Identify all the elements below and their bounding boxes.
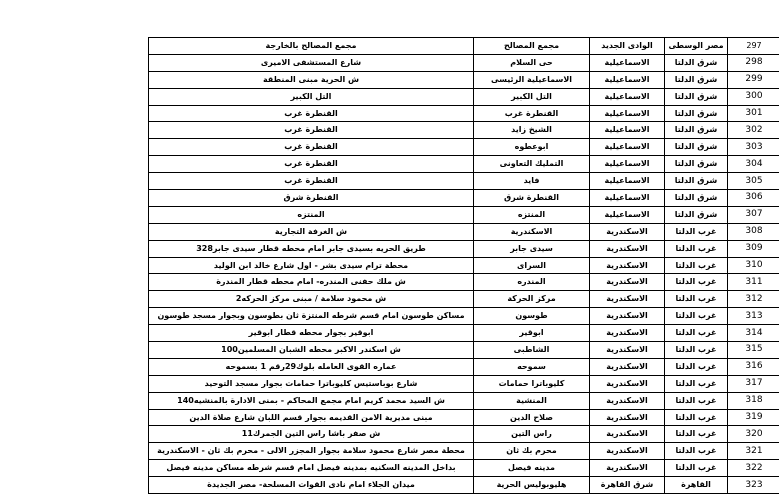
- cell-branch-address: القنطرة غرب: [149, 173, 474, 190]
- cell-branch-address: 140ش السيد محمد كريم امام مجمع المحاكم - بمنى الادارة بالمنشيه: [149, 392, 474, 409]
- cell-sector: غرب الدلتا: [665, 409, 728, 426]
- cell-sector: شرق الدلتا: [665, 156, 728, 173]
- cell-region: الاسكندرية: [590, 274, 665, 291]
- cell-number: 298: [728, 54, 779, 71]
- cell-branch-address: التل الكبير: [149, 88, 474, 105]
- cell-complex: مركز الحركة: [474, 291, 590, 308]
- cell-region: الاسماعيلية: [590, 190, 665, 207]
- cell-sector: غرب الدلتا: [665, 375, 728, 392]
- cell-number: 300: [728, 88, 779, 105]
- cell-region: الاسماعيلية: [590, 88, 665, 105]
- table-row: [149, 375, 779, 392]
- cell-region: الاسكندرية: [590, 308, 665, 325]
- cell-sector: غرب الدلتا: [665, 443, 728, 460]
- cell-number: 321: [728, 443, 779, 460]
- cell-sector: غرب الدلتا: [665, 426, 728, 443]
- cell-complex: القنطرة شرق: [474, 190, 590, 207]
- cell-sector: القاهرة: [665, 477, 728, 494]
- cell-sector: غرب الدلتا: [665, 240, 728, 257]
- cell-region: الاسكندرية: [590, 460, 665, 477]
- cell-branch-address: ش الحرية مبنى المنطقة: [149, 71, 474, 88]
- cell-branch-address: 100ش اسكندر الاكبر محطه الشبان المسلمين: [149, 342, 474, 359]
- cell-number: 309: [728, 240, 779, 257]
- header-branch-complex: مجمع المصالح بالخارجة: [149, 38, 474, 55]
- table-row: [149, 392, 779, 409]
- cell-complex: مدينه فيصل: [474, 460, 590, 477]
- cell-region: الاسكندرية: [590, 240, 665, 257]
- cell-region: الاسكندرية: [590, 223, 665, 240]
- table-row: [149, 460, 779, 477]
- table-row: [149, 223, 779, 240]
- cell-number: 318: [728, 392, 779, 409]
- cell-number: 311: [728, 274, 779, 291]
- cell-sector: غرب الدلتا: [665, 392, 728, 409]
- cell-number: 305: [728, 173, 779, 190]
- table-row: [149, 342, 779, 359]
- cell-sector: شرق الدلتا: [665, 173, 728, 190]
- cell-complex: التمليك التعاونى: [474, 156, 590, 173]
- cell-region: الاسماعيلية: [590, 71, 665, 88]
- cell-sector: غرب الدلتا: [665, 308, 728, 325]
- cell-number: 302: [728, 122, 779, 139]
- cell-complex: كليوباترا حمامات: [474, 375, 590, 392]
- table-header-row: [149, 38, 779, 55]
- cell-region: الاسماعيلية: [590, 173, 665, 190]
- cell-branch-address: عماره القوى العامله بلوك29رقم 1 بسموحه: [149, 358, 474, 375]
- cell-complex: الاسماعيلية الرئيسى: [474, 71, 590, 88]
- cell-sector: غرب الدلتا: [665, 342, 728, 359]
- cell-number: 299: [728, 71, 779, 88]
- table-row: [149, 206, 779, 223]
- cell-number: 312: [728, 291, 779, 308]
- table-row: [149, 105, 779, 122]
- cell-branch-address: شارع المستشفى الاميرى: [149, 54, 474, 71]
- cell-complex: حى السلام: [474, 54, 590, 71]
- cell-number: 314: [728, 325, 779, 342]
- cell-sector: غرب الدلتا: [665, 223, 728, 240]
- cell-branch-address: القنطرة شرق: [149, 190, 474, 207]
- cell-region: الاسماعيلية: [590, 156, 665, 173]
- header-sector: مصر الوسطى: [665, 38, 728, 55]
- table-row: [149, 257, 779, 274]
- cell-branch-address: 2ش محمود سلامة / مبنى مركز الحركه: [149, 291, 474, 308]
- cell-branch-address: ابوقير بجوار محطه قطار ابوقير: [149, 325, 474, 342]
- cell-complex: المندره: [474, 274, 590, 291]
- cell-complex: ابوقير: [474, 325, 590, 342]
- cell-number: 320: [728, 426, 779, 443]
- cell-branch-address: مبنى مديرية الامن القديمه بجوار قسم اللبان شارع صلاة الدين: [149, 409, 474, 426]
- cell-number: 316: [728, 358, 779, 375]
- cell-region: الاسكندرية: [590, 426, 665, 443]
- cell-region: الاسكندرية: [590, 409, 665, 426]
- table-row: [149, 325, 779, 342]
- cell-region: الاسكندرية: [590, 342, 665, 359]
- cell-complex: ابوعطوه: [474, 139, 590, 156]
- cell-region: الاسكندرية: [590, 358, 665, 375]
- cell-branch-address: محطة ترام سيدى بشر - اول شارع خالد ابن الوليد: [149, 257, 474, 274]
- cell-number: 322: [728, 460, 779, 477]
- cell-number: 319: [728, 409, 779, 426]
- cell-region: الاسماعيلية: [590, 206, 665, 223]
- cell-region: الاسماعيلية: [590, 122, 665, 139]
- cell-branch-address: ميدان الجلاء امام نادى القوات المسلحة- مصر الجديدة: [149, 477, 474, 494]
- cell-complex: الاسكندرية: [474, 223, 590, 240]
- cell-sector: شرق الدلتا: [665, 122, 728, 139]
- cell-region: الاسكندرية: [590, 375, 665, 392]
- cell-branch-address: بداخل المدينه السكنيه بمدينه فيصل امام قسم شرطه مساكن مدينه فيصل: [149, 460, 474, 477]
- cell-complex: سيدى جابر: [474, 240, 590, 257]
- cell-complex: راس التين: [474, 426, 590, 443]
- cell-branch-address: المنتزه: [149, 206, 474, 223]
- table-row: [149, 409, 779, 426]
- cell-sector: شرق الدلتا: [665, 71, 728, 88]
- cell-number: 315: [728, 342, 779, 359]
- cell-sector: شرق الدلتا: [665, 88, 728, 105]
- cell-sector: شرق الدلتا: [665, 105, 728, 122]
- cell-sector: شرق الدلتا: [665, 139, 728, 156]
- header-complex: مجمع المصالح: [474, 38, 590, 55]
- table-row: [149, 173, 779, 190]
- cell-sector: غرب الدلتا: [665, 325, 728, 342]
- cell-branch-address: محطة مصر شارع محمود سلامة بجوار المجزر الالى - محرم بك ثان - الاسكندرية: [149, 443, 474, 460]
- cell-region: الاسماعيلية: [590, 139, 665, 156]
- table-row: [149, 139, 779, 156]
- cell-region: الاسكندرية: [590, 443, 665, 460]
- cell-sector: غرب الدلتا: [665, 291, 728, 308]
- cell-region: شرق القاهرة: [590, 477, 665, 494]
- table-row: [149, 291, 779, 308]
- header-region: الوادى الجديد: [590, 38, 665, 55]
- table-row: [149, 71, 779, 88]
- cell-sector: غرب الدلتا: [665, 460, 728, 477]
- table-row: [149, 426, 779, 443]
- cell-number: 301: [728, 105, 779, 122]
- cell-number: 307: [728, 206, 779, 223]
- cell-number: 323: [728, 477, 779, 494]
- cell-sector: شرق الدلتا: [665, 54, 728, 71]
- cell-number: 310: [728, 257, 779, 274]
- table-row: [149, 88, 779, 105]
- table-row: [149, 54, 779, 71]
- cell-number: 313: [728, 308, 779, 325]
- cell-number: 304: [728, 156, 779, 173]
- cell-branch-address: شارع بوباستيس كليوباترا حمامات بجوار مسجد التوحيد: [149, 375, 474, 392]
- table-row: [149, 240, 779, 257]
- cell-sector: شرق الدلتا: [665, 206, 728, 223]
- cell-number: 303: [728, 139, 779, 156]
- cell-branch-address: ش الغرفة التجارية: [149, 223, 474, 240]
- cell-region: الاسماعيلية: [590, 105, 665, 122]
- cell-complex: السراى: [474, 257, 590, 274]
- cell-complex: محرم بك ثان: [474, 443, 590, 460]
- table-row: [149, 122, 779, 139]
- table-row: [149, 156, 779, 173]
- cell-region: الاسكندرية: [590, 291, 665, 308]
- cell-region: الاسكندرية: [590, 325, 665, 342]
- cell-complex: فايد: [474, 173, 590, 190]
- cell-complex: طوسون: [474, 308, 590, 325]
- cell-number: 317: [728, 375, 779, 392]
- cell-branch-address: ش ملك حفنى المندره- امام محطه قطار المندرة: [149, 274, 474, 291]
- cell-sector: غرب الدلتا: [665, 274, 728, 291]
- cell-complex: القنطرة غرب: [474, 105, 590, 122]
- table-row: [149, 190, 779, 207]
- cell-complex: صلاح الدين: [474, 409, 590, 426]
- cell-complex: التل الكبير: [474, 88, 590, 105]
- header-number: 297: [728, 38, 779, 55]
- table-row: [149, 308, 779, 325]
- cell-region: الاسماعيلية: [590, 54, 665, 71]
- cell-complex: الشيخ زايد: [474, 122, 590, 139]
- cell-number: 308: [728, 223, 779, 240]
- table-row: [149, 443, 779, 460]
- table-body: [149, 38, 779, 494]
- cell-sector: غرب الدلتا: [665, 358, 728, 375]
- cell-complex: هليوبوليس الحرية: [474, 477, 590, 494]
- cell-complex: الشاطبى: [474, 342, 590, 359]
- cell-branch-address: القنطرة غرب: [149, 139, 474, 156]
- cell-complex: المنشية: [474, 392, 590, 409]
- cell-sector: شرق الدلتا: [665, 190, 728, 207]
- cell-branch-address: 11ش صفر باشا راس التين الجمرك: [149, 426, 474, 443]
- cell-branch-address: مساكن طوسون امام قسم شرطه المنتزة ثان بطوسون وبجوار مسجد طوسون: [149, 308, 474, 325]
- cell-branch-address: القنطرة غرب: [149, 122, 474, 139]
- table-row: [149, 358, 779, 375]
- table-row: [149, 274, 779, 291]
- branches-table: [148, 37, 779, 494]
- cell-sector: غرب الدلتا: [665, 257, 728, 274]
- cell-complex: المنتزه: [474, 206, 590, 223]
- cell-complex: سموحه: [474, 358, 590, 375]
- cell-number: 306: [728, 190, 779, 207]
- cell-region: الاسكندرية: [590, 392, 665, 409]
- cell-branch-address: القنطرة غرب: [149, 156, 474, 173]
- table-row: [149, 477, 779, 494]
- cell-branch-address: 328طريق الحريه بسيدى جابر امام محطه قطار سيدى جابر: [149, 240, 474, 257]
- cell-branch-address: القنطرة غرب: [149, 105, 474, 122]
- cell-region: الاسكندرية: [590, 257, 665, 274]
